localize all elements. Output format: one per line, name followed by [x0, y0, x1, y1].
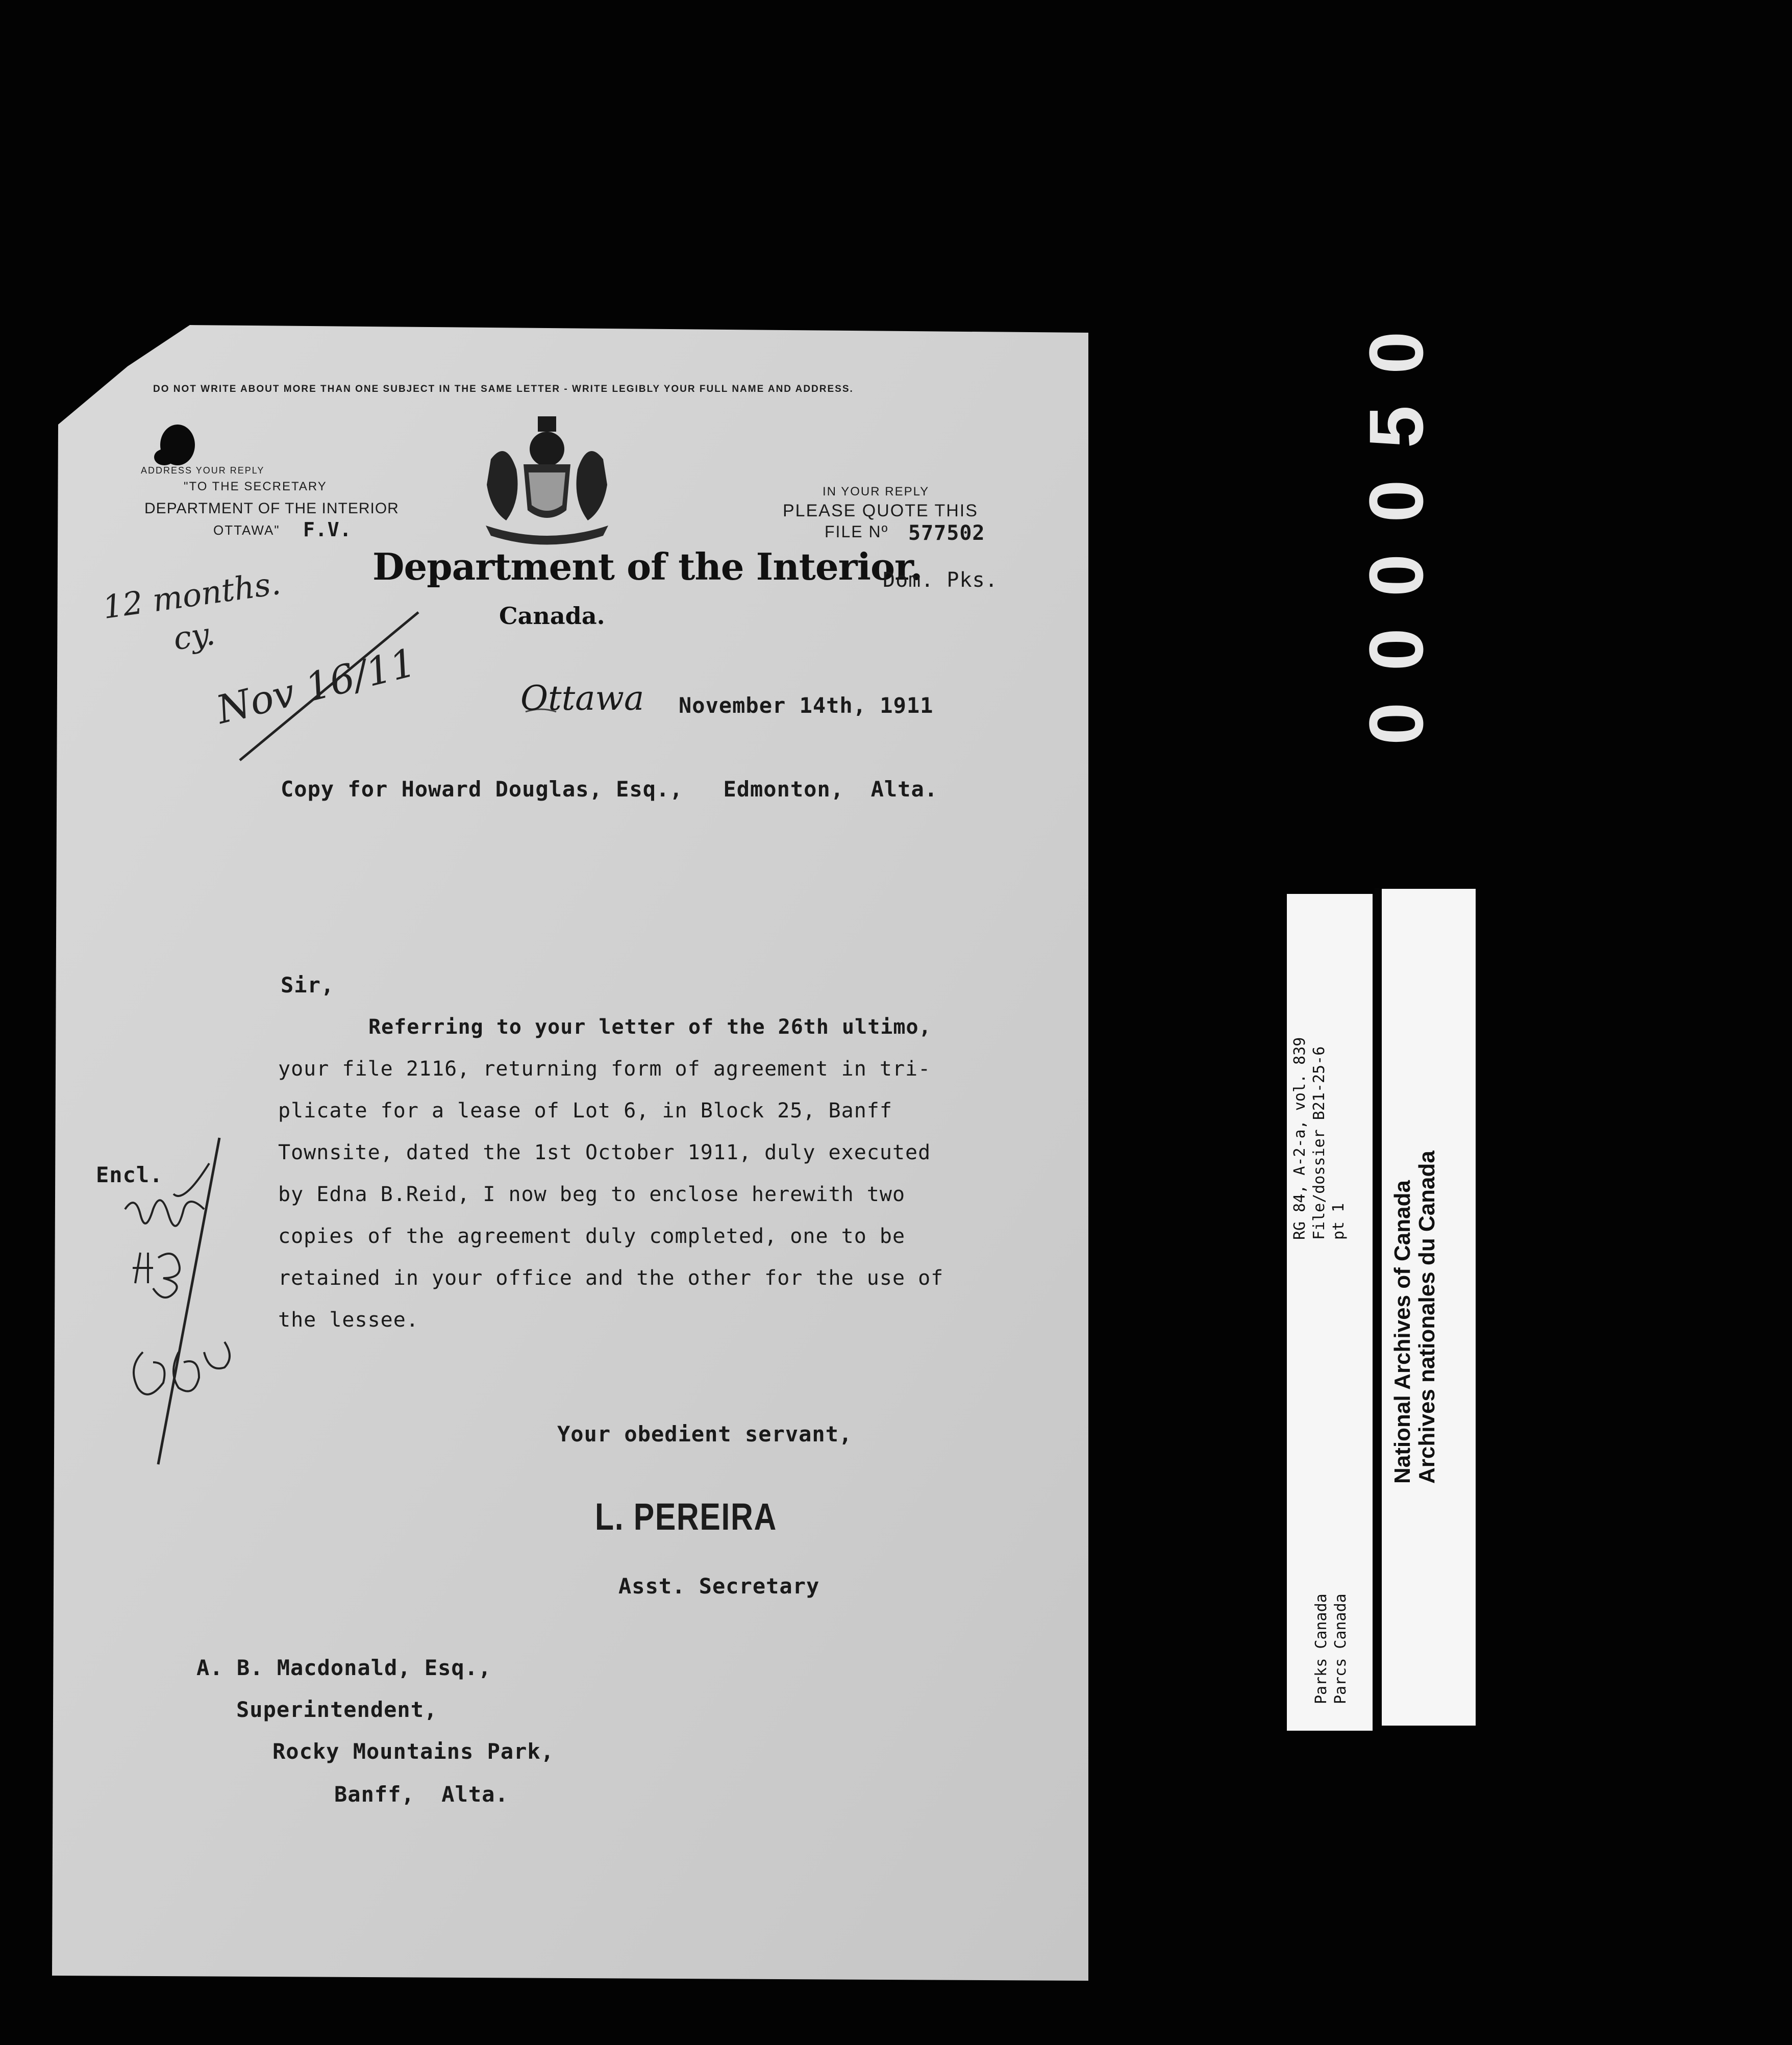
clerk-initials: F.V.: [303, 518, 352, 541]
address-reply-label: ADDRESS YOUR REPLY: [141, 465, 265, 476]
signature-stamp: L. PEREIRA: [595, 1495, 777, 1538]
agency-en: Parks Canada: [1312, 1593, 1330, 1704]
handwritten-note-cy: cy.: [171, 614, 217, 658]
archives-name-en: National Archives of Canada: [1390, 1180, 1415, 1484]
signatory-title: Asst. Secretary: [618, 1574, 820, 1599]
salutation: Sir,: [281, 972, 335, 997]
department-title: Department of the Interior.: [372, 545, 923, 588]
closing: Your obedient servant,: [557, 1421, 853, 1447]
archival-reference: RG 84, A-2-a, vol. 839: [1291, 1037, 1309, 1240]
archives-name-fr: Archives nationales du Canada: [1414, 1151, 1439, 1484]
enclosure-label: Encl.: [96, 1162, 163, 1187]
copy-line: Copy for Howard Douglas, Esq., Edmonton, Alta.: [281, 777, 938, 802]
frame-number: 000050: [1353, 300, 1439, 745]
in-your-reply: IN YOUR REPLY: [823, 485, 930, 498]
branch-code: Dom. Pks.: [883, 568, 998, 592]
addressee-town: Banff, Alta.: [334, 1782, 509, 1807]
ottawa-line: OTTAWA": [213, 522, 280, 538]
addressee-park: Rocky Mountains Park,: [272, 1739, 555, 1764]
body-line: Townsite, dated the 1st October 1911, duly executed: [278, 1141, 931, 1164]
file-no-label: FILE Nº: [825, 522, 889, 541]
body-line: plicate for a lease of Lot 6, in Block 25, Banff: [278, 1099, 892, 1123]
addressee-title: Superintendent,: [236, 1697, 438, 1722]
body-line: retained in your office and the other for the use of: [278, 1266, 944, 1290]
body-line: your file 2116, returning form of agreement in tri-: [278, 1057, 931, 1081]
country-title: Canada.: [499, 602, 605, 630]
archival-part: pt 1: [1330, 1203, 1348, 1240]
dateline-place: Ottawa: [520, 679, 644, 718]
department-line: DEPARTMENT OF THE INTERIOR: [144, 500, 399, 517]
file-no-value: 577502: [908, 521, 985, 545]
to-the-secretary: "TO THE SECRETARY: [184, 480, 327, 493]
body-line: the lessee.: [278, 1308, 419, 1332]
dateline-date: November 14th, 1911: [679, 693, 934, 718]
archival-file: File/dossier B21-25-6: [1310, 1046, 1328, 1240]
addressee-name: A. B. Macdonald, Esq.,: [196, 1655, 492, 1680]
handwritten-note-months: 12 months.: [100, 564, 283, 627]
body-line: Referring to your letter of the 26th ultimo,: [368, 1015, 932, 1039]
body-line: copies of the agreement duly completed, one to be: [278, 1225, 906, 1248]
please-quote: PLEASE QUOTE THIS: [783, 501, 978, 520]
body-line: by Edna B.Reid, I now beg to enclose herewith two: [278, 1183, 906, 1206]
handwritten-date-note: Nov 16/11: [212, 639, 420, 733]
top-notice: DO NOT WRITE ABOUT MORE THAN ONE SUBJECT IN THE SAME LETTER - WRITE LEGIBLY YOUR FULL NAME AND ADDRESS.: [153, 384, 854, 394]
agency-fr: Parcs Canada: [1332, 1593, 1350, 1704]
